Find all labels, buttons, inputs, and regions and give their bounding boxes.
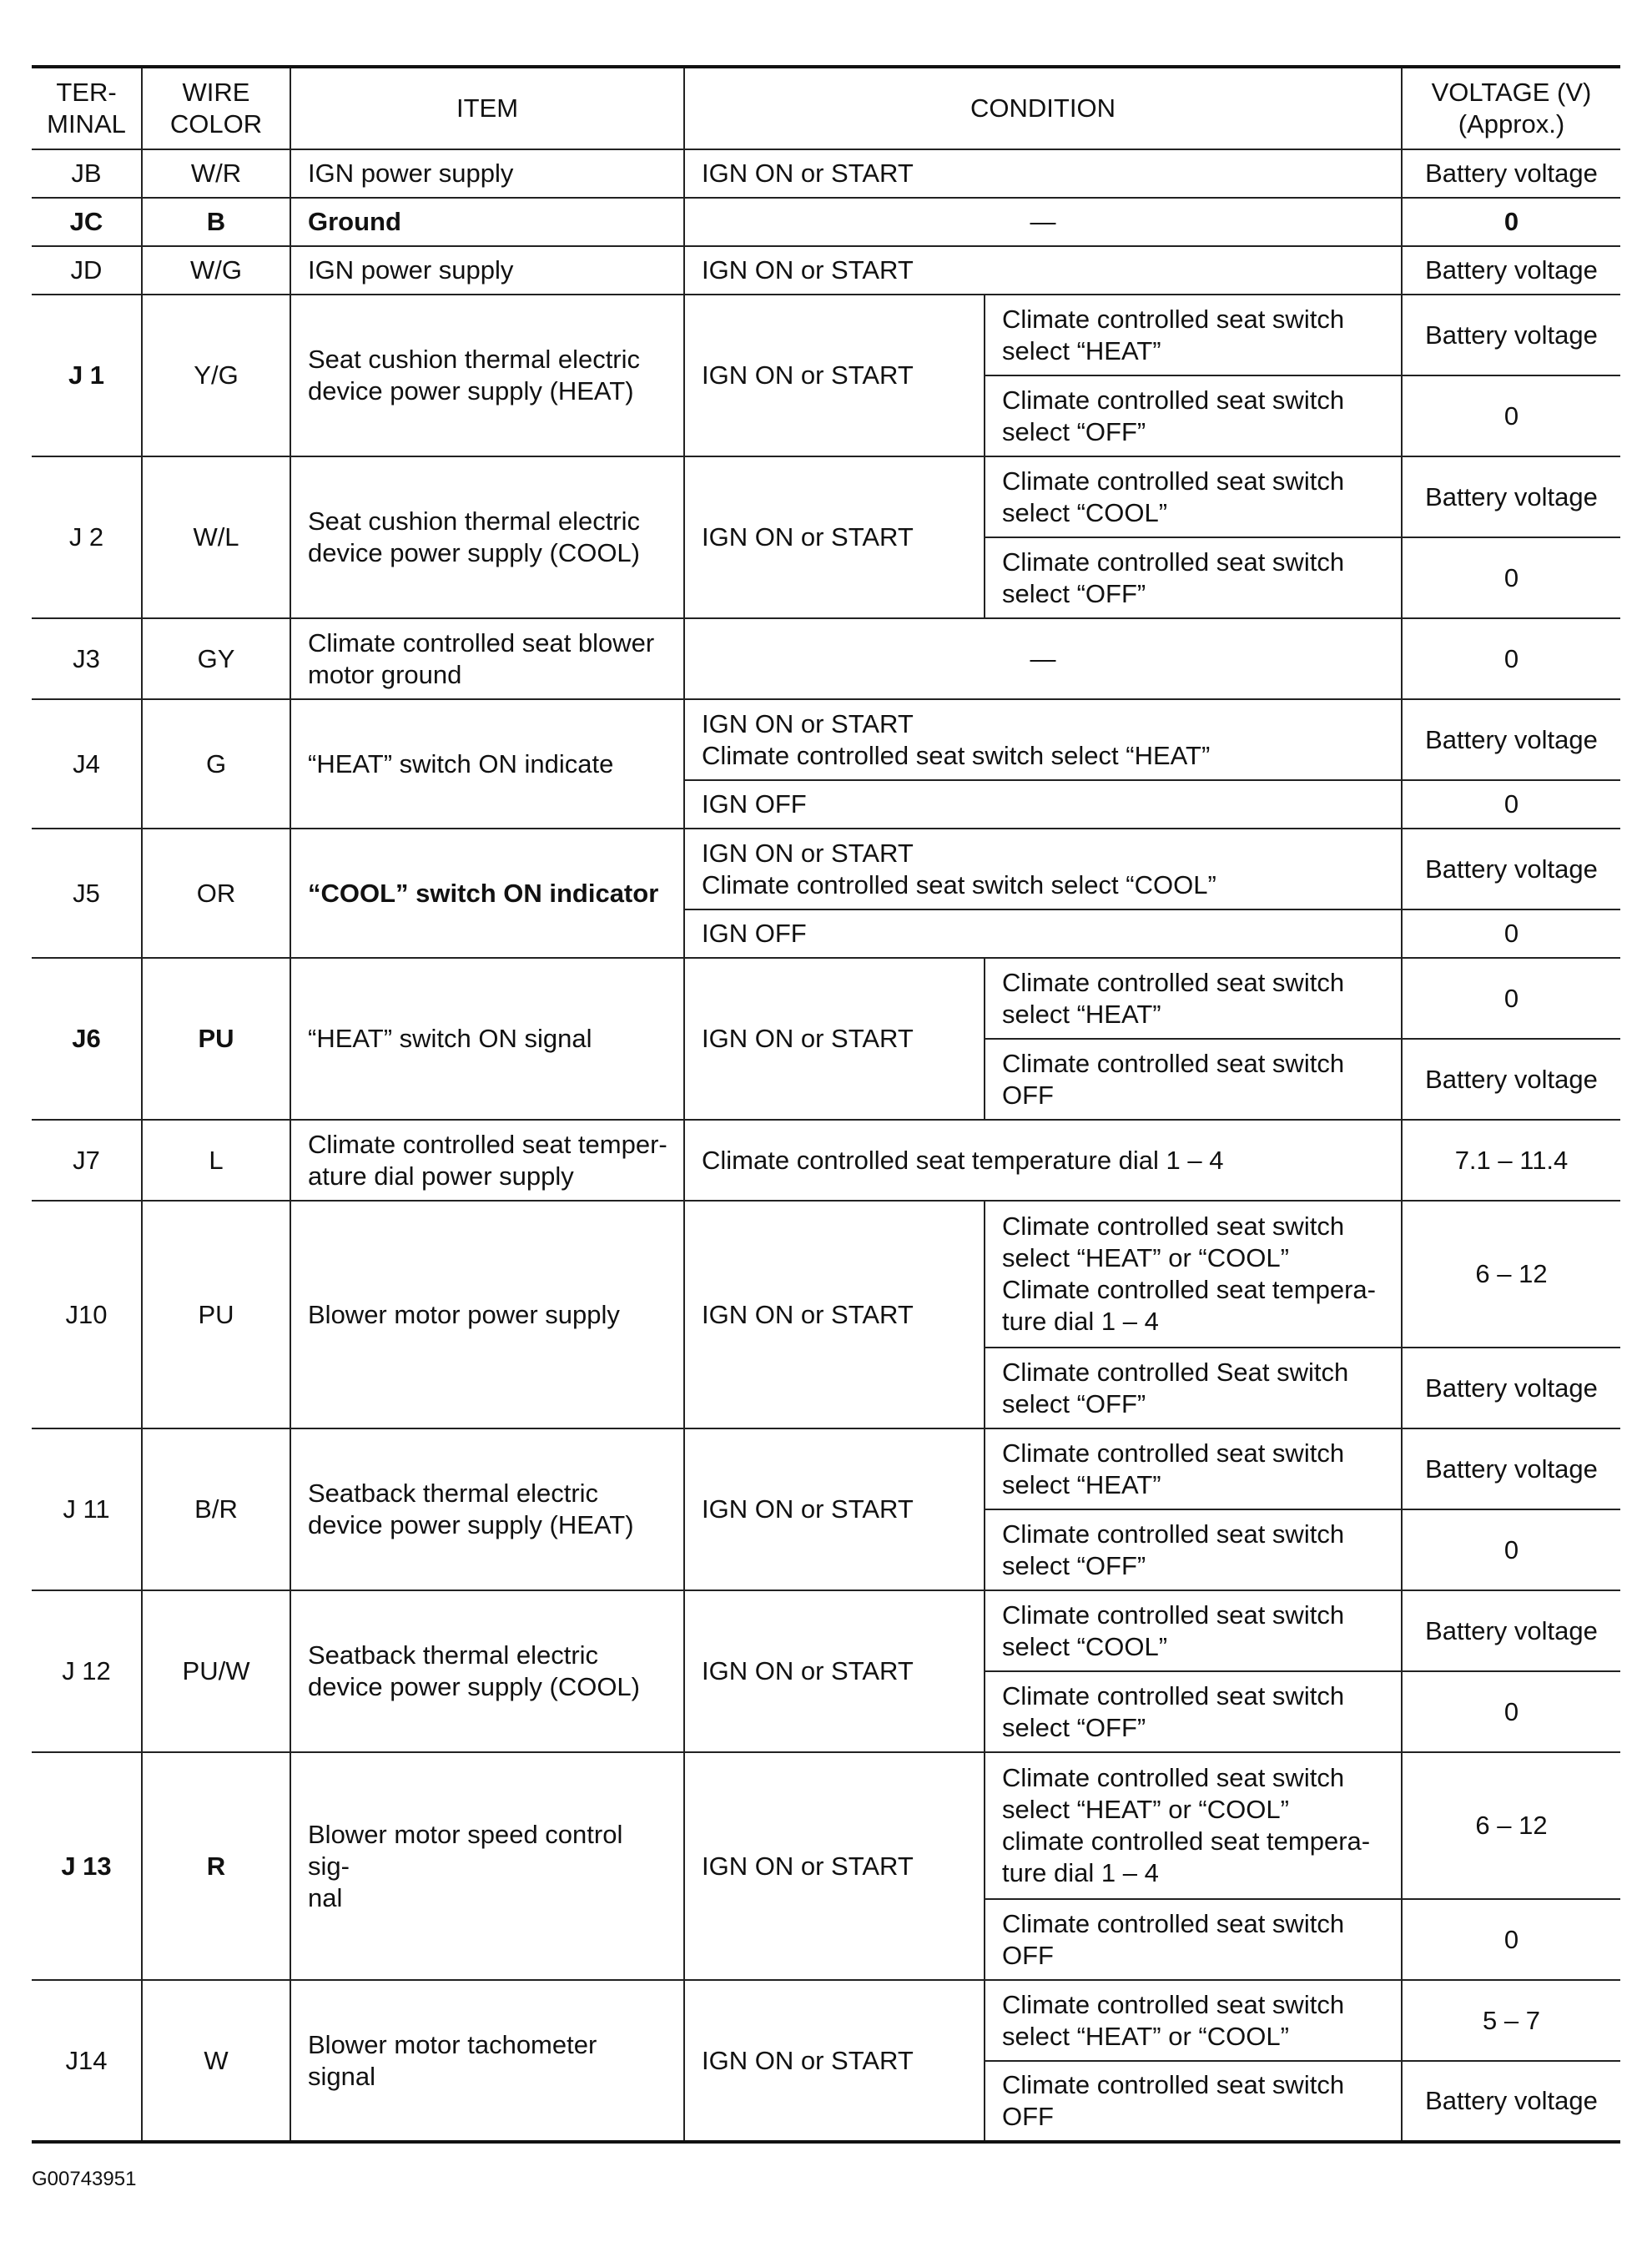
item-cell: Blower motor speed control sig- nal (290, 1752, 684, 1980)
condition-cell: IGN ON or START (684, 1980, 985, 2142)
wire-color-cell: OR (142, 829, 290, 958)
item-cell: Blower motor tachometer signal (290, 1980, 684, 2142)
voltage-cell: Battery voltage (1402, 1348, 1620, 1428)
voltage-cell: Battery voltage (1402, 1428, 1620, 1509)
table-row (32, 1120, 1620, 1201)
voltage-cell: Battery voltage (1402, 829, 1620, 909)
condition-cell: IGN ON or START Climate controlled seat switch select “HEAT” (684, 699, 1402, 780)
voltage-cell: Battery voltage (1402, 456, 1620, 537)
voltage-cell: 0 (1402, 1671, 1620, 1752)
item-cell: Seat cushion thermal electric device power supply (COOL) (290, 456, 684, 618)
condition-cell: IGN ON or START (684, 958, 985, 1120)
condition-cell: IGN OFF (684, 780, 1402, 829)
voltage-cell: 0 (1402, 198, 1620, 246)
item-cell: “HEAT” switch ON signal (290, 958, 684, 1120)
terminal-cell: J 2 (32, 456, 142, 618)
header-condition: CONDITION (684, 67, 1402, 149)
item-cell: IGN power supply (290, 149, 684, 198)
terminal-cell: J3 (32, 618, 142, 699)
item-cell: IGN power supply (290, 246, 684, 295)
voltage-cell: 7.1 – 11.4 (1402, 1120, 1620, 1201)
voltage-cell: 0 (1402, 909, 1620, 958)
item-cell: Seat cushion thermal electric device power supply (HEAT) (290, 295, 684, 456)
table-row (32, 618, 1620, 699)
wire-color-cell: PU (142, 958, 290, 1120)
condition-cell: — (684, 618, 1402, 699)
terminal-cell: J5 (32, 829, 142, 958)
header-wire-color: WIRE COLOR (142, 67, 290, 149)
voltage-cell: Battery voltage (1402, 699, 1620, 780)
sub-condition-cell: Climate controlled seat switch select “OFF” (985, 537, 1402, 618)
condition-cell: IGN ON or START (684, 295, 985, 456)
table-row (32, 958, 1620, 1039)
condition-cell: Climate controlled seat temperature dial 1 – 4 (684, 1120, 1402, 1201)
table-row (32, 295, 1620, 375)
voltage-cell: 0 (1402, 958, 1620, 1039)
sub-condition-cell: Climate controlled seat switch select “OFF” (985, 1671, 1402, 1752)
table-row (32, 1980, 1620, 2061)
terminal-voltage-table-sheet (32, 65, 1620, 2144)
wire-color-cell: GY (142, 618, 290, 699)
header-row (32, 67, 1620, 149)
table-row (32, 246, 1620, 295)
voltage-cell: 0 (1402, 375, 1620, 456)
item-cell: “HEAT” switch ON indicate (290, 699, 684, 829)
table-row (32, 1428, 1620, 1509)
terminal-cell: J14 (32, 1980, 142, 2142)
voltage-cell: Battery voltage (1402, 149, 1620, 198)
wire-color-cell: B (142, 198, 290, 246)
terminal-cell: J7 (32, 1120, 142, 1201)
terminal-cell: J10 (32, 1201, 142, 1428)
terminal-cell: J 1 (32, 295, 142, 456)
wire-color-cell: PU/W (142, 1590, 290, 1752)
terminal-cell: J 12 (32, 1590, 142, 1752)
header-item: ITEM (290, 67, 684, 149)
terminal-cell: JC (32, 198, 142, 246)
item-cell: Climate controlled seat blower motor ground (290, 618, 684, 699)
sub-condition-cell: Climate controlled seat switch select “HEAT” (985, 958, 1402, 1039)
sub-condition-cell: Climate controlled seat switch select “HEAT” (985, 295, 1402, 375)
terminal-cell: J6 (32, 958, 142, 1120)
sub-condition-cell: Climate controlled seat switch select “HEAT” or “COOL” Climate controlled seat tempera- ture dial 1 – 4 (985, 1201, 1402, 1348)
table-row (32, 1201, 1620, 1348)
wire-color-cell: B/R (142, 1428, 290, 1590)
voltage-cell: 0 (1402, 1509, 1620, 1590)
table-row (32, 149, 1620, 198)
voltage-cell: Battery voltage (1402, 2061, 1620, 2142)
sub-condition-cell: Climate controlled seat switch select “HEAT” or “COOL” (985, 1980, 1402, 2061)
wire-color-cell: W/L (142, 456, 290, 618)
sub-condition-cell: Climate controlled seat switch select “OFF” (985, 1509, 1402, 1590)
sub-condition-cell: Climate controlled Seat switch select “OFF” (985, 1348, 1402, 1428)
sub-condition-cell: Climate controlled seat switch select “COOL” (985, 1590, 1402, 1671)
table-row (32, 198, 1620, 246)
voltage-cell: 0 (1402, 1899, 1620, 1980)
voltage-cell: Battery voltage (1402, 246, 1620, 295)
item-cell: “COOL” switch ON indicator (290, 829, 684, 958)
item-cell: Blower motor power supply (290, 1201, 684, 1428)
header-voltage: VOLTAGE (V) (Approx.) (1402, 67, 1620, 149)
wire-color-cell: G (142, 699, 290, 829)
condition-cell: IGN ON or START Climate controlled seat switch select “COOL” (684, 829, 1402, 909)
wire-color-cell: L (142, 1120, 290, 1201)
voltage-cell: 6 – 12 (1402, 1201, 1620, 1348)
sub-condition-cell: Climate controlled seat switch select “COOL” (985, 456, 1402, 537)
voltage-cell: 0 (1402, 618, 1620, 699)
item-cell: Seatback thermal electric device power supply (COOL) (290, 1590, 684, 1752)
table-row (32, 699, 1620, 780)
item-cell: Climate controlled seat temper- ature dial power supply (290, 1120, 684, 1201)
table-row (32, 456, 1620, 537)
condition-cell: IGN ON or START (684, 246, 1402, 295)
sub-condition-cell: Climate controlled seat switch select “HEAT” (985, 1428, 1402, 1509)
condition-cell: — (684, 198, 1402, 246)
table-row (32, 1590, 1620, 1671)
voltage-cell: 0 (1402, 780, 1620, 829)
wire-color-cell: PU (142, 1201, 290, 1428)
terminal-cell: JB (32, 149, 142, 198)
wire-color-cell: W/G (142, 246, 290, 295)
condition-cell: IGN ON or START (684, 1428, 985, 1590)
voltage-cell: Battery voltage (1402, 1039, 1620, 1120)
condition-cell: IGN ON or START (684, 1201, 985, 1428)
wire-color-cell: Y/G (142, 295, 290, 456)
terminal-cell: J4 (32, 699, 142, 829)
wire-color-cell: W/R (142, 149, 290, 198)
table-row (32, 829, 1620, 909)
voltage-cell: 6 – 12 (1402, 1752, 1620, 1899)
sub-condition-cell: Climate controlled seat switch OFF (985, 1039, 1402, 1120)
sub-condition-cell: Climate controlled seat switch OFF (985, 2061, 1402, 2142)
voltage-cell: Battery voltage (1402, 295, 1620, 375)
condition-cell: IGN ON or START (684, 1590, 985, 1752)
sub-condition-cell: Climate controlled seat switch select “HEAT” or “COOL” climate controlled seat tempera- ture dial 1 – 4 (985, 1752, 1402, 1899)
condition-cell: IGN ON or START (684, 1752, 985, 1980)
table-row (32, 1752, 1620, 1899)
header-terminal: TER- MINAL (32, 67, 142, 149)
sub-condition-cell: Climate controlled seat switch select “OFF” (985, 375, 1402, 456)
terminal-cell: J 11 (32, 1428, 142, 1590)
terminal-cell: JD (32, 246, 142, 295)
condition-cell: IGN ON or START (684, 149, 1402, 198)
condition-cell: IGN OFF (684, 909, 1402, 958)
wire-color-cell: W (142, 1980, 290, 2142)
sub-condition-cell: Climate controlled seat switch OFF (985, 1899, 1402, 1980)
terminal-voltage-table (32, 65, 1620, 2144)
wire-color-cell: R (142, 1752, 290, 1980)
terminal-cell: J 13 (32, 1752, 142, 1980)
item-cell: Seatback thermal electric device power supply (HEAT) (290, 1428, 684, 1590)
item-cell: Ground (290, 198, 684, 246)
condition-cell: IGN ON or START (684, 456, 985, 618)
voltage-cell: 0 (1402, 537, 1620, 618)
voltage-cell: 5 – 7 (1402, 1980, 1620, 2061)
voltage-cell: Battery voltage (1402, 1590, 1620, 1671)
figure-id: G00743951 (32, 2168, 137, 2190)
